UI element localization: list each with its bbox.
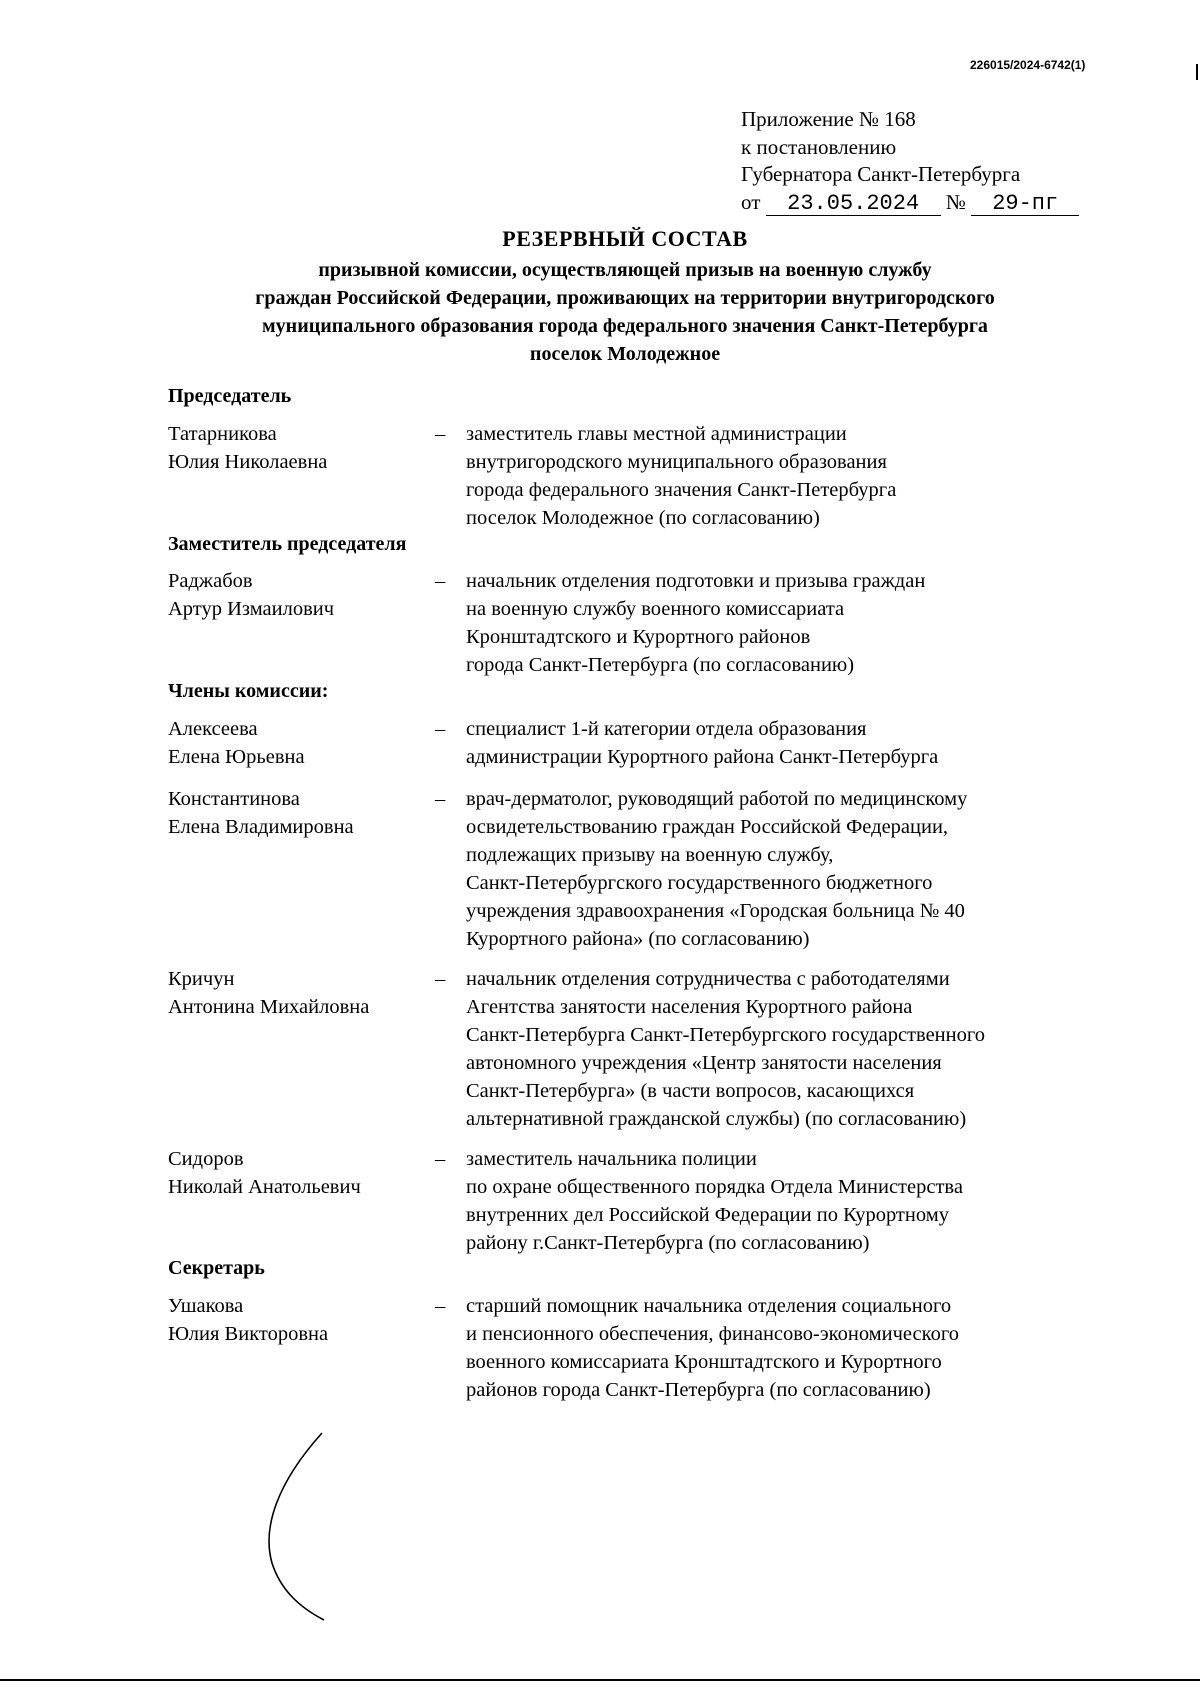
role-line: Агентства занятости населения Курортного района bbox=[466, 996, 913, 1018]
subtitle-line: призывной комиссии, осуществляющей призыв на военную службу bbox=[318, 259, 932, 281]
appendix-number: Приложение № 168 bbox=[741, 107, 916, 131]
role-line: внутригородского муниципального образования bbox=[466, 451, 887, 473]
appendix-to-resolution: к постановлению bbox=[741, 134, 897, 159]
role-line: заместитель начальника полиции bbox=[466, 1148, 757, 1170]
appendix-issuer: Губернатора Санкт-Петербурга bbox=[741, 162, 1021, 186]
role-line: районов города Санкт-Петербурга (по согласованию) bbox=[466, 1379, 931, 1401]
member-surname: Алексеева bbox=[168, 718, 258, 740]
role-line: по охране общественного порядка Отдела Министерства bbox=[466, 1176, 963, 1198]
section-label-secretary: Секретарь bbox=[168, 1257, 265, 1279]
member-role bbox=[466, 1145, 963, 1257]
role-line: подлежащих призыву на военную службу, bbox=[466, 844, 834, 866]
separator-dash: – bbox=[435, 788, 446, 810]
member-surname: Константинова bbox=[168, 788, 300, 810]
appendix-date-number-line bbox=[741, 189, 1079, 217]
member-role bbox=[466, 785, 967, 953]
role-line: начальник отделения сотрудничества с работодателями bbox=[466, 968, 950, 990]
role-line: на военную службу военного комиссариата bbox=[466, 598, 845, 620]
document-title: РЕЗЕРВНЫЙ СОСТАВ bbox=[502, 226, 748, 251]
member-role bbox=[466, 965, 985, 1133]
stamp-arc-mark bbox=[262, 1428, 342, 1628]
separator-dash: – bbox=[435, 423, 446, 445]
member-surname: Ушакова bbox=[168, 1295, 244, 1317]
subtitle-line: муниципального образования города федерального значения Санкт-Петербурга bbox=[262, 315, 988, 337]
member-given-names: Юлия Викторовна bbox=[168, 1323, 329, 1345]
role-line: администрации Курортного района Санкт-Петербурга bbox=[466, 746, 939, 768]
document-subtitle bbox=[150, 256, 1100, 368]
separator-dash: – bbox=[435, 968, 446, 990]
separator-dash: – bbox=[435, 1295, 446, 1317]
role-line: Кронштадтского и Курортного районов bbox=[466, 626, 811, 648]
member-given-names: Юлия Николаевна bbox=[168, 451, 328, 473]
member-name bbox=[168, 1145, 361, 1201]
role-line: району г.Санкт-Петербурга (по согласованию) bbox=[466, 1232, 870, 1254]
number-prefix: № bbox=[945, 189, 966, 214]
member-name bbox=[168, 420, 327, 476]
member-role bbox=[466, 567, 925, 679]
role-line: врач-дерматолог, руководящий работой по медицинскому bbox=[466, 788, 968, 810]
member-role bbox=[466, 420, 896, 532]
role-line: альтернативной гражданской службы) (по согласованию) bbox=[466, 1108, 967, 1130]
role-line: и пенсионного обеспечения, финансово-экономического bbox=[466, 1323, 959, 1345]
separator-dash: – bbox=[435, 718, 446, 740]
scan-edge-mark bbox=[1196, 64, 1198, 80]
member-name bbox=[168, 785, 354, 841]
member-given-names: Елена Владимировна bbox=[168, 816, 354, 838]
member-name bbox=[168, 715, 305, 771]
member-name bbox=[168, 567, 334, 623]
date-prefix: от bbox=[741, 189, 761, 214]
role-line: специалист 1-й категории отдела образования bbox=[466, 718, 867, 740]
role-line: старший помощник начальника отделения социального bbox=[466, 1295, 952, 1317]
member-given-names: Артур Измаилович bbox=[168, 598, 335, 620]
member-name bbox=[168, 965, 369, 1021]
member-surname: Раджабов bbox=[168, 570, 253, 592]
resolution-number: 29-пг bbox=[971, 193, 1079, 216]
role-line: поселок Молодежное (по согласованию) bbox=[466, 507, 820, 529]
member-given-names: Николай Анатольевич bbox=[168, 1176, 361, 1198]
role-line: города федерального значения Санкт-Петербурга bbox=[466, 479, 897, 501]
role-line: города Санкт-Петербурга (по согласованию) bbox=[466, 654, 855, 676]
section-label-members: Члены комиссии: bbox=[168, 680, 329, 702]
role-line: учреждения здравоохранения «Городская больница № 40 bbox=[466, 900, 965, 922]
member-role bbox=[466, 1292, 959, 1404]
member-surname: Кричун bbox=[168, 968, 235, 990]
role-line: начальник отделения подготовки и призыва граждан bbox=[466, 570, 926, 592]
appendix-block bbox=[741, 106, 1079, 216]
role-line: Санкт-Петербургского государственного бюджетного bbox=[466, 872, 933, 894]
separator-dash: – bbox=[435, 1148, 446, 1170]
member-name bbox=[168, 1292, 328, 1348]
role-line: освидетельствованию граждан Российской Федерации, bbox=[466, 816, 949, 838]
page-bottom-edge bbox=[0, 1679, 1200, 1681]
section-label-deputy: Заместитель председателя bbox=[168, 533, 407, 555]
subtitle-line: поселок Молодежное bbox=[529, 343, 721, 365]
separator-dash: – bbox=[435, 570, 446, 592]
document-registration-number: 226015/2024-6742(1) bbox=[970, 58, 1086, 72]
role-line: военного комиссариата Кронштадтского и Курортного bbox=[466, 1351, 942, 1373]
member-surname: Татарникова bbox=[168, 423, 277, 445]
role-line: Санкт-Петербурга» (в части вопросов, касающихся bbox=[466, 1080, 915, 1102]
member-surname: Сидоров bbox=[168, 1148, 244, 1170]
member-role bbox=[466, 715, 938, 771]
role-line: заместитель главы местной администрации bbox=[466, 423, 847, 445]
resolution-date: 23.05.2024 bbox=[766, 193, 941, 216]
member-given-names: Елена Юрьевна bbox=[168, 746, 305, 768]
subtitle-line: граждан Российской Федерации, проживающих на территории внутригородского bbox=[255, 287, 995, 309]
role-line: внутренних дел Российской Федерации по Курортному bbox=[466, 1204, 949, 1226]
role-line: Курортного района» (по согласованию) bbox=[466, 928, 810, 950]
member-given-names: Антонина Михайловна bbox=[168, 996, 370, 1018]
role-line: Санкт-Петербурга Санкт-Петербургского государственного bbox=[466, 1024, 986, 1046]
role-line: автономного учреждения «Центр занятости населения bbox=[466, 1052, 942, 1074]
section-label-chair: Председатель bbox=[168, 385, 292, 407]
